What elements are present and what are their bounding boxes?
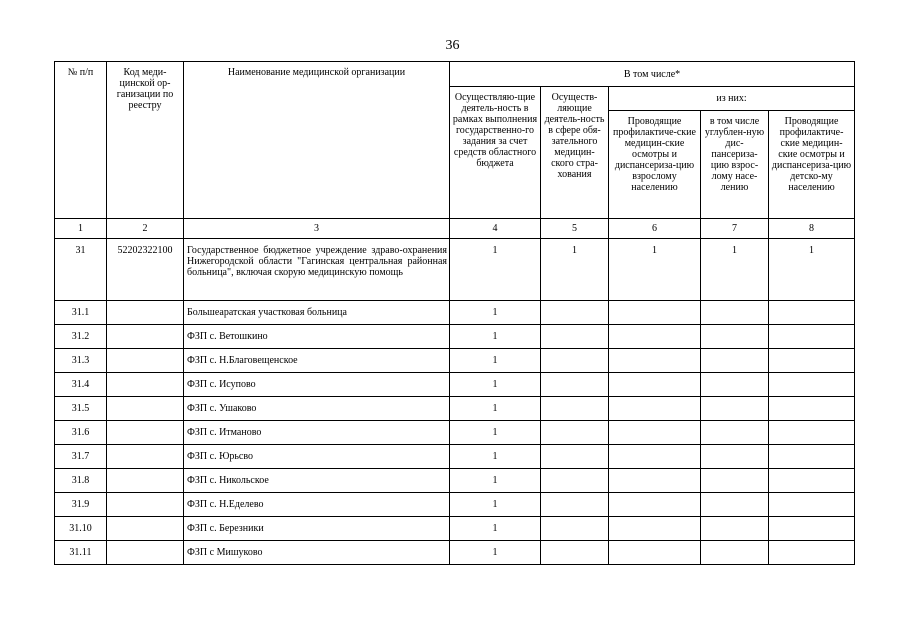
row-number: 31.4 [55, 373, 107, 397]
column-number: 3 [184, 219, 450, 239]
table-row [55, 397, 855, 421]
value-in-depth-checkups [701, 421, 769, 445]
value-in-depth-checkups [701, 469, 769, 493]
medical-organizations-table [54, 61, 855, 565]
header-child-checkups: Проводящие профилактиче-ские медицин-ские осмотры и диспансериза-цию детско-му населению [769, 111, 855, 219]
table-row [55, 517, 855, 541]
header-row-number: № п/п [55, 62, 107, 219]
row-number: 31.7 [55, 445, 107, 469]
org-name: Большеаратская участковая больница [184, 301, 450, 325]
value-child-checkups [769, 301, 855, 325]
org-name: ФЗП с. Юрьсво [184, 445, 450, 469]
value-in-depth-checkups [701, 397, 769, 421]
value-child-checkups [769, 445, 855, 469]
value-oms [541, 349, 609, 373]
table-row [55, 469, 855, 493]
value-adult-checkups [609, 469, 701, 493]
org-code: 52202322100 [107, 239, 184, 301]
org-code [107, 445, 184, 469]
org-name: ФЗП с Мишуково [184, 541, 450, 565]
org-name: Государственное бюджетное учреждение здраво-охранения Нижегородской области "Гагинская центральная районная больница", включая скорую медицинскую помощь [184, 239, 450, 301]
value-oms: 1 [541, 239, 609, 301]
org-name: ФЗП с. Никольское [184, 469, 450, 493]
value-in-depth-checkups [701, 445, 769, 469]
value-adult-checkups [609, 421, 701, 445]
value-oms [541, 445, 609, 469]
value-state-task: 1 [450, 541, 541, 565]
table-row [55, 301, 855, 325]
table-row [55, 373, 855, 397]
value-oms [541, 373, 609, 397]
org-name: ФЗП с. Н.Еделево [184, 493, 450, 517]
value-state-task: 1 [450, 301, 541, 325]
value-adult-checkups [609, 541, 701, 565]
value-adult-checkups: 1 [609, 239, 701, 301]
value-child-checkups: 1 [769, 239, 855, 301]
row-number: 31.9 [55, 493, 107, 517]
org-name: ФЗП с. Ветошкино [184, 325, 450, 349]
row-number: 31.1 [55, 301, 107, 325]
value-child-checkups [769, 541, 855, 565]
value-child-checkups [769, 517, 855, 541]
org-code [107, 517, 184, 541]
page-number: 36 [445, 38, 460, 53]
org-code [107, 325, 184, 349]
value-oms [541, 493, 609, 517]
table-row [55, 349, 855, 373]
header-org-name: Наименование медицинской организации [184, 62, 450, 219]
value-oms [541, 421, 609, 445]
value-child-checkups [769, 469, 855, 493]
org-code [107, 469, 184, 493]
value-in-depth-checkups [701, 325, 769, 349]
value-oms [541, 325, 609, 349]
value-in-depth-checkups [701, 301, 769, 325]
column-number: 6 [609, 219, 701, 239]
row-number: 31.10 [55, 517, 107, 541]
table-row [55, 445, 855, 469]
value-oms [541, 541, 609, 565]
value-state-task: 1 [450, 239, 541, 301]
table-row [55, 493, 855, 517]
value-child-checkups [769, 373, 855, 397]
row-number: 31.2 [55, 325, 107, 349]
org-code [107, 421, 184, 445]
value-child-checkups [769, 421, 855, 445]
value-adult-checkups [609, 397, 701, 421]
org-name: ФЗП с. Ушаково [184, 397, 450, 421]
value-child-checkups [769, 493, 855, 517]
org-code [107, 541, 184, 565]
value-adult-checkups [609, 325, 701, 349]
org-name: ФЗП с. Исупово [184, 373, 450, 397]
value-oms [541, 469, 609, 493]
value-state-task: 1 [450, 493, 541, 517]
value-state-task: 1 [450, 349, 541, 373]
value-child-checkups [769, 397, 855, 421]
value-child-checkups [769, 349, 855, 373]
row-number: 31.11 [55, 541, 107, 565]
value-oms [541, 301, 609, 325]
value-state-task: 1 [450, 373, 541, 397]
column-number: 7 [701, 219, 769, 239]
value-state-task: 1 [450, 397, 541, 421]
org-name: ФЗП с. Итманово [184, 421, 450, 445]
value-adult-checkups [609, 373, 701, 397]
org-name: ФЗП с. Березники [184, 517, 450, 541]
org-name: ФЗП с. Н.Благовещенское [184, 349, 450, 373]
header-in-depth-checkups: в том числе углублен-ную дис-пансериза-цию взрос-лому насе-лению [701, 111, 769, 219]
row-number: 31.6 [55, 421, 107, 445]
value-in-depth-checkups: 1 [701, 239, 769, 301]
header-adult-checkups: Проводящие профилактиче-ские медицин-ские осмотры и диспансериза-цию взрослому населению [609, 111, 701, 219]
value-adult-checkups [609, 301, 701, 325]
column-numbers-row [55, 219, 855, 239]
value-in-depth-checkups [701, 541, 769, 565]
row-number: 31.8 [55, 469, 107, 493]
column-number: 8 [769, 219, 855, 239]
value-oms [541, 517, 609, 541]
value-in-depth-checkups [701, 493, 769, 517]
org-code [107, 349, 184, 373]
org-code [107, 493, 184, 517]
row-number: 31 [55, 239, 107, 301]
value-state-task: 1 [450, 445, 541, 469]
column-number: 1 [55, 219, 107, 239]
value-adult-checkups [609, 349, 701, 373]
value-in-depth-checkups [701, 373, 769, 397]
column-number: 5 [541, 219, 609, 239]
value-adult-checkups [609, 517, 701, 541]
value-state-task: 1 [450, 421, 541, 445]
row-number: 31.3 [55, 349, 107, 373]
value-adult-checkups [609, 493, 701, 517]
column-number: 2 [107, 219, 184, 239]
org-code [107, 373, 184, 397]
org-code [107, 397, 184, 421]
header-oms: Осуществ-ляющие деятель-ность в сфере обя-зательного медицин-ского стра-хования [541, 87, 609, 219]
value-child-checkups [769, 325, 855, 349]
value-state-task: 1 [450, 469, 541, 493]
table-row [55, 421, 855, 445]
table-row [55, 541, 855, 565]
value-oms [541, 397, 609, 421]
header-in-total: В том числе* [450, 62, 855, 87]
header-state-task: Осуществляю-щие деятель-ность в рамках выполнения государственно-го задания за счет средств областного бюджета [450, 87, 541, 219]
header-org-code: Код меди-цинской ор-ганизации по реестру [107, 62, 184, 219]
row-number: 31.5 [55, 397, 107, 421]
value-in-depth-checkups [701, 517, 769, 541]
table-row-main [55, 239, 855, 301]
value-adult-checkups [609, 445, 701, 469]
table-row [55, 325, 855, 349]
org-code [107, 301, 184, 325]
value-state-task: 1 [450, 517, 541, 541]
value-in-depth-checkups [701, 349, 769, 373]
column-number: 4 [450, 219, 541, 239]
value-state-task: 1 [450, 325, 541, 349]
header-of-them: из них: [609, 87, 855, 111]
